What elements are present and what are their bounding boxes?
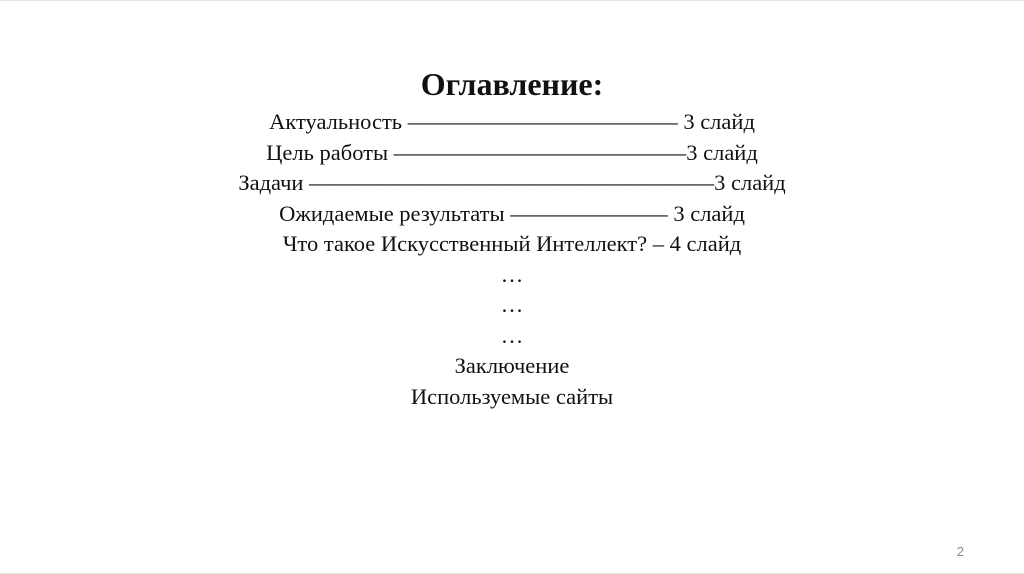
contents-item-what-is-ai: Что такое Искусственный Интеллект? – 4 слайд bbox=[282, 231, 742, 256]
contents-list bbox=[0, 107, 1024, 412]
contents-item-relevance: Актуальность ———————————— 3 слайд bbox=[269, 109, 755, 134]
contents-item-tasks: Задачи ——————————————————3 слайд bbox=[238, 170, 786, 195]
contents-item-goal: Цель работы —————————————3 слайд bbox=[266, 139, 758, 165]
contents-item-conclusion: Заключение bbox=[454, 353, 570, 378]
page-number: 2 bbox=[956, 544, 964, 559]
contents-item-sources: Используемые сайты bbox=[410, 383, 614, 409]
table-of-contents bbox=[0, 61, 1024, 412]
contents-item-ellipsis-2: … bbox=[500, 292, 524, 317]
slide-title: Оглавление: bbox=[420, 66, 604, 102]
contents-item-expected-results: Ожидаемые результаты ——————— 3 слайд bbox=[279, 200, 745, 226]
contents-item-ellipsis-1: … bbox=[500, 261, 524, 287]
contents-item-ellipsis-3: … bbox=[500, 322, 524, 348]
